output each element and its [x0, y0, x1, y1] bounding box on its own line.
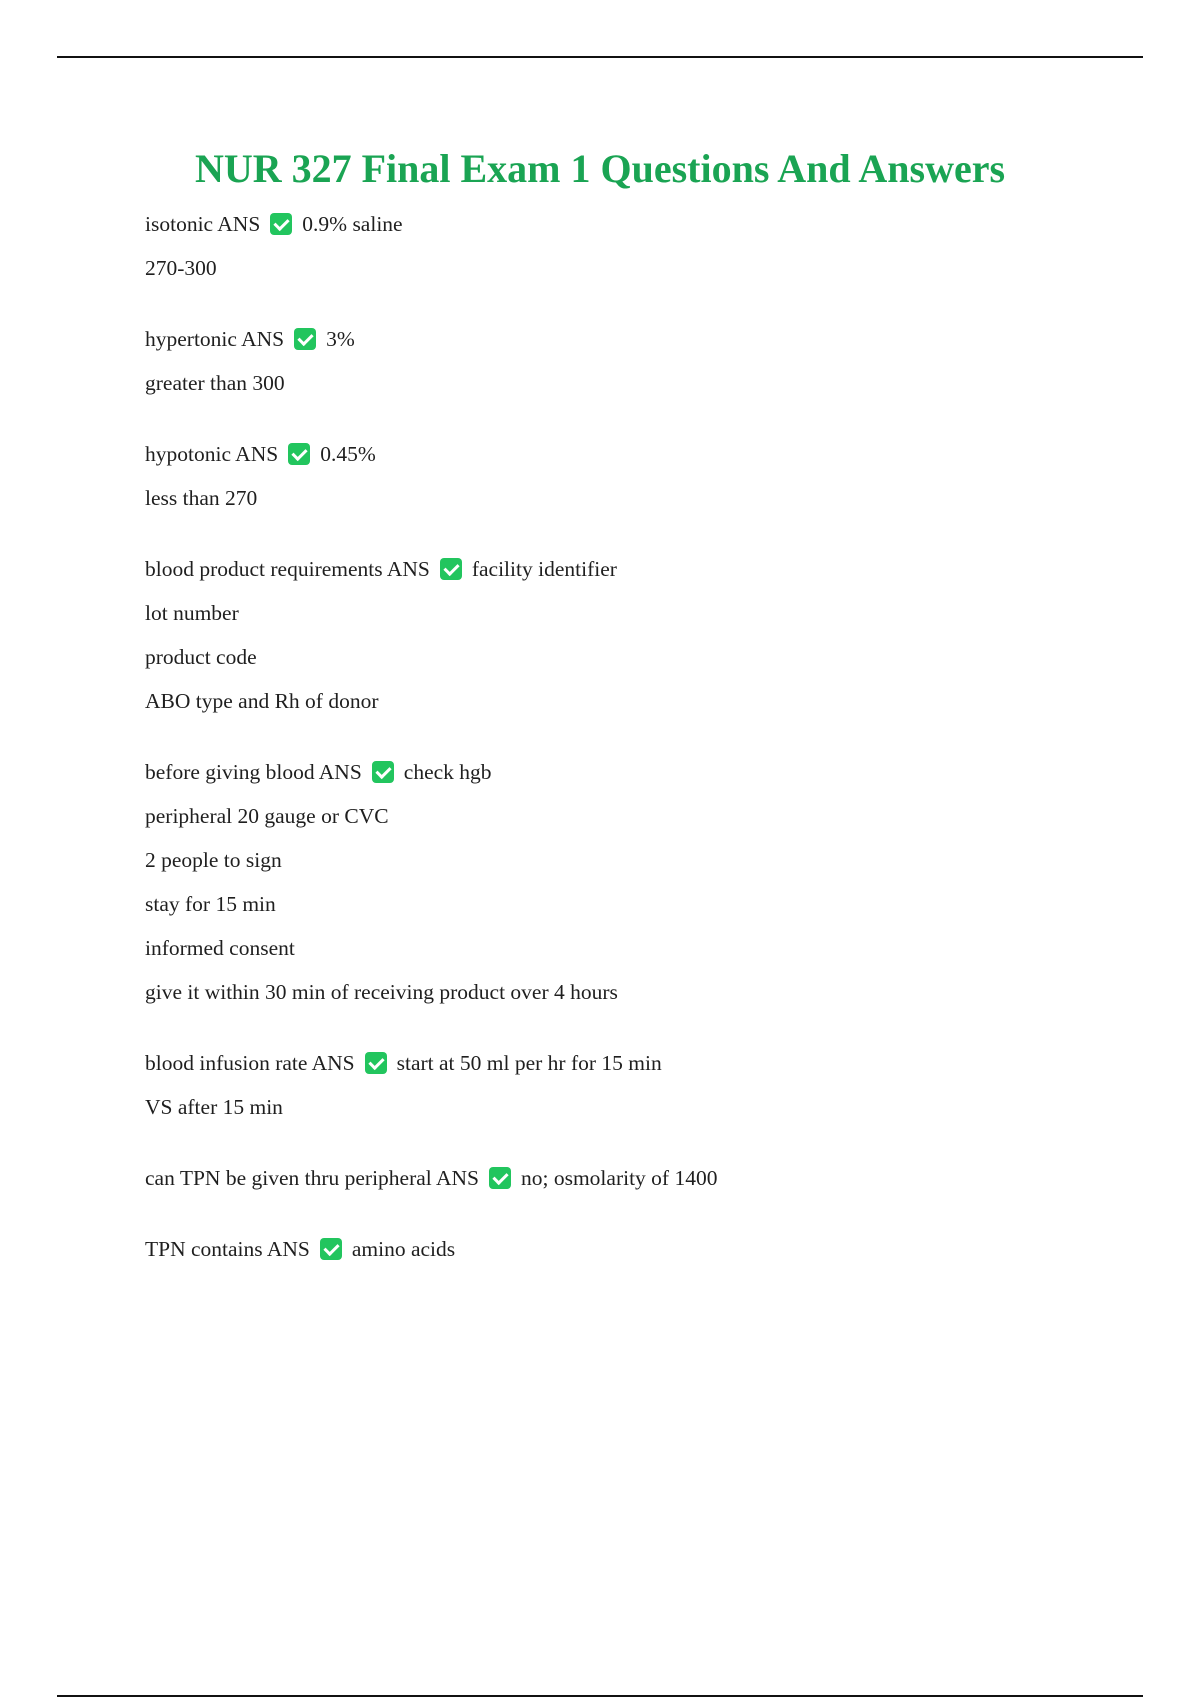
checkmark-icon: [489, 1167, 511, 1189]
answer-text: check hgb: [403, 760, 492, 784]
answer-detail: greater than 300: [145, 371, 285, 395]
qa-entry: [145, 557, 1105, 713]
answer-detail: informed consent: [145, 936, 295, 960]
answer-detail: less than 270: [145, 486, 258, 510]
checkmark-icon: [294, 328, 316, 350]
checkmark-icon: [270, 213, 292, 235]
answer-detail: give it within 30 min of receiving product over 4 hours: [145, 980, 618, 1004]
question-text: hypertonic ANS: [145, 327, 285, 351]
question-text: blood product requirements ANS: [145, 557, 430, 581]
answer-detail: lot number: [145, 601, 239, 625]
answer-detail: 270-300: [145, 256, 217, 280]
qa-entry: [145, 327, 1105, 395]
answer-text: facility identifier: [471, 557, 617, 581]
answer-detail: VS after 15 min: [145, 1095, 283, 1119]
qa-entry: [145, 1051, 1105, 1119]
qa-entry: [145, 442, 1105, 510]
question-text: before giving blood ANS: [145, 760, 362, 784]
question-text: hypotonic ANS: [145, 442, 279, 466]
answer-detail: 2 people to sign: [145, 848, 282, 872]
document-title: NUR 327 Final Exam 1 Questions And Answers: [194, 146, 1006, 191]
qa-entry: [145, 1237, 1105, 1261]
question-text: blood infusion rate ANS: [145, 1051, 355, 1075]
qa-entry: [145, 1166, 1105, 1190]
answer-detail: stay for 15 min: [145, 892, 276, 916]
question-line: [145, 212, 1105, 236]
checkmark-icon: [372, 761, 394, 783]
answer-detail: product code: [145, 645, 257, 669]
checkmark-icon: [320, 1238, 342, 1260]
qa-entry: [145, 212, 1105, 280]
question-text: TPN contains ANS: [145, 1237, 310, 1261]
question-text: isotonic ANS: [145, 212, 261, 236]
answer-text: 0.9% saline: [302, 212, 403, 236]
question-text: can TPN be given thru peripheral ANS: [145, 1166, 479, 1190]
answer-text: 0.45%: [320, 442, 376, 466]
checkmark-icon: [288, 443, 310, 465]
checkmark-icon: [365, 1052, 387, 1074]
question-line: [145, 1166, 1105, 1190]
answer-text: no; osmolarity of 1400: [520, 1166, 718, 1190]
answer-text: start at 50 ml per hr for 15 min: [396, 1051, 662, 1075]
answer-text: amino acids: [351, 1237, 456, 1261]
question-line: [145, 327, 1105, 351]
question-line: [145, 442, 1105, 466]
question-line: [145, 760, 1105, 784]
top-divider: [57, 56, 1143, 58]
question-line: [145, 1051, 1105, 1075]
answer-detail: peripheral 20 gauge or CVC: [145, 804, 389, 828]
answer-detail: ABO type and Rh of donor: [145, 689, 379, 713]
question-line: [145, 557, 1105, 581]
qa-list: [145, 212, 1105, 1308]
qa-entry: [145, 760, 1105, 1004]
checkmark-icon: [440, 558, 462, 580]
bottom-divider: [57, 1695, 1143, 1697]
question-line: [145, 1237, 1105, 1261]
answer-text: 3%: [326, 327, 355, 351]
